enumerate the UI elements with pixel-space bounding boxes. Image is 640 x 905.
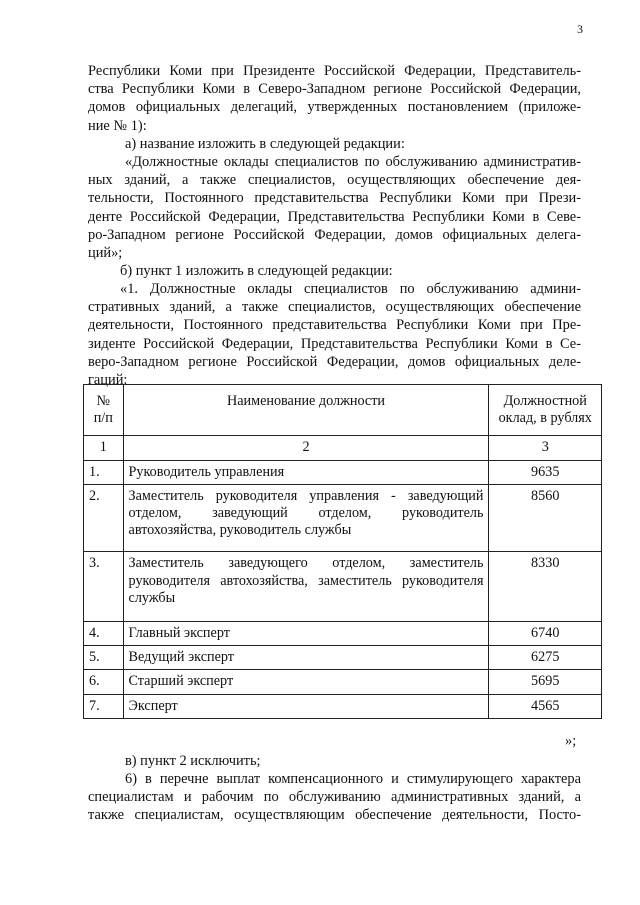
item-6-line: 6) в перечне выплат компенсационного и стимулирующего характера <box>125 771 581 787</box>
row-position: Заместитель руководителя управления - заведующий отделом, заведующий отделом, руководитель автохозяйства, руководитель службы <box>123 484 489 552</box>
table-header-row <box>84 385 602 436</box>
header-salary: Должностной оклад, в рублях <box>489 385 602 436</box>
row-position: Заместитель заведующего отделом, заместитель руководителя автохозяйства, заместитель руководителя службы <box>123 552 489 622</box>
quote-b-paragraph <box>88 280 581 389</box>
row-salary: 4565 <box>489 694 602 718</box>
intro-line: Республики Коми при Президенте Российской Федерации, Представитель- <box>88 63 581 79</box>
quote-b-line: «1. Должностные оклады специалистов по обслуживанию админи- <box>120 281 581 297</box>
quote-b-line: веро-Западном регионе Российской Федерации, домов официальных деле- <box>88 353 581 370</box>
header-num: № п/п <box>84 385 124 436</box>
row-num: 5. <box>84 646 124 670</box>
item-c-paragraph <box>88 752 581 770</box>
quote-a-line: ро-Западном регионе Российской Федерации, домов официальных делега- <box>88 226 581 243</box>
index-cell: 1 <box>84 436 124 460</box>
intro-paragraph <box>88 62 581 135</box>
quote-a-line: «Должностные оклады специалистов по обслуживанию административ- <box>125 154 581 170</box>
quote-b-line: гаций: <box>88 372 128 389</box>
intro-line: ства Республики Коми в Северо-Западном регионе Российской Федерации, <box>88 81 581 98</box>
row-num: 4. <box>84 622 124 646</box>
row-position: Эксперт <box>123 694 489 718</box>
quote-a-paragraph <box>88 153 581 262</box>
table-index-row <box>84 436 602 460</box>
table-row <box>84 622 602 646</box>
row-salary: 5695 <box>489 670 602 694</box>
index-cell: 2 <box>123 436 489 460</box>
table-row <box>84 670 602 694</box>
item-6-line: специалистам и рабочим по обслуживанию административных зданий, а <box>88 789 581 806</box>
page-number: 3 <box>577 22 583 36</box>
row-position: Главный эксперт <box>123 622 489 646</box>
intro-line: ние № 1): <box>88 117 147 134</box>
row-num: 7. <box>84 694 124 718</box>
item-b-paragraph <box>88 262 581 280</box>
row-salary: 8560 <box>489 484 602 552</box>
row-num: 1. <box>84 460 124 484</box>
row-num: 6. <box>84 670 124 694</box>
table-row <box>84 694 602 718</box>
item-b-text: б) пункт 1 изложить в следующей редакции: <box>120 263 393 279</box>
item-c-text: в) пункт 2 исключить; <box>125 753 261 769</box>
quote-a-line: ций»; <box>88 245 123 262</box>
row-position: Ведущий эксперт <box>123 646 489 670</box>
item-6-paragraph <box>88 770 581 825</box>
quote-b-line: зиденте Российской Федерации, Представительства Республики Коми в Се- <box>88 335 581 352</box>
intro-line: домов официальных делегаций, утвержденных постановлением (приложе- <box>88 99 581 116</box>
item-a-text: а) название изложить в следующей редакции: <box>125 136 405 152</box>
quote-a-line: денте Российской Федерации, Представительства Республики Коми в Севе- <box>88 208 581 225</box>
quote-a-line: тельности, Постоянного представительства Республики Коми при Прези- <box>88 190 581 207</box>
quote-a-line: ных зданий, а также специалистов, осуществляющих обеспечение дея- <box>88 172 581 189</box>
item-6-line: также специалистам, осуществляющим обеспечение деятельности, Посто- <box>88 807 581 824</box>
row-num: 2. <box>84 484 124 552</box>
table-row <box>84 484 602 552</box>
table-row <box>84 552 602 622</box>
row-salary: 9635 <box>489 460 602 484</box>
item-a-paragraph <box>88 135 581 153</box>
row-salary: 8330 <box>489 552 602 622</box>
salary-table <box>83 384 602 719</box>
row-position: Руководитель управления <box>123 460 489 484</box>
row-position: Старший эксперт <box>123 670 489 694</box>
index-cell: 3 <box>489 436 602 460</box>
table-row <box>84 460 602 484</box>
row-num: 3. <box>84 552 124 622</box>
row-salary: 6275 <box>489 646 602 670</box>
quote-b-line: стративных зданий, а также специалистов, осуществляющих обеспечение <box>88 299 581 316</box>
closing-quote-mark: »; <box>565 733 577 749</box>
quote-b-line: деятельности, Постоянного представительства Республики Коми при Пре- <box>88 317 581 334</box>
table-row <box>84 646 602 670</box>
row-salary: 6740 <box>489 622 602 646</box>
header-name: Наименование должности <box>123 385 489 436</box>
